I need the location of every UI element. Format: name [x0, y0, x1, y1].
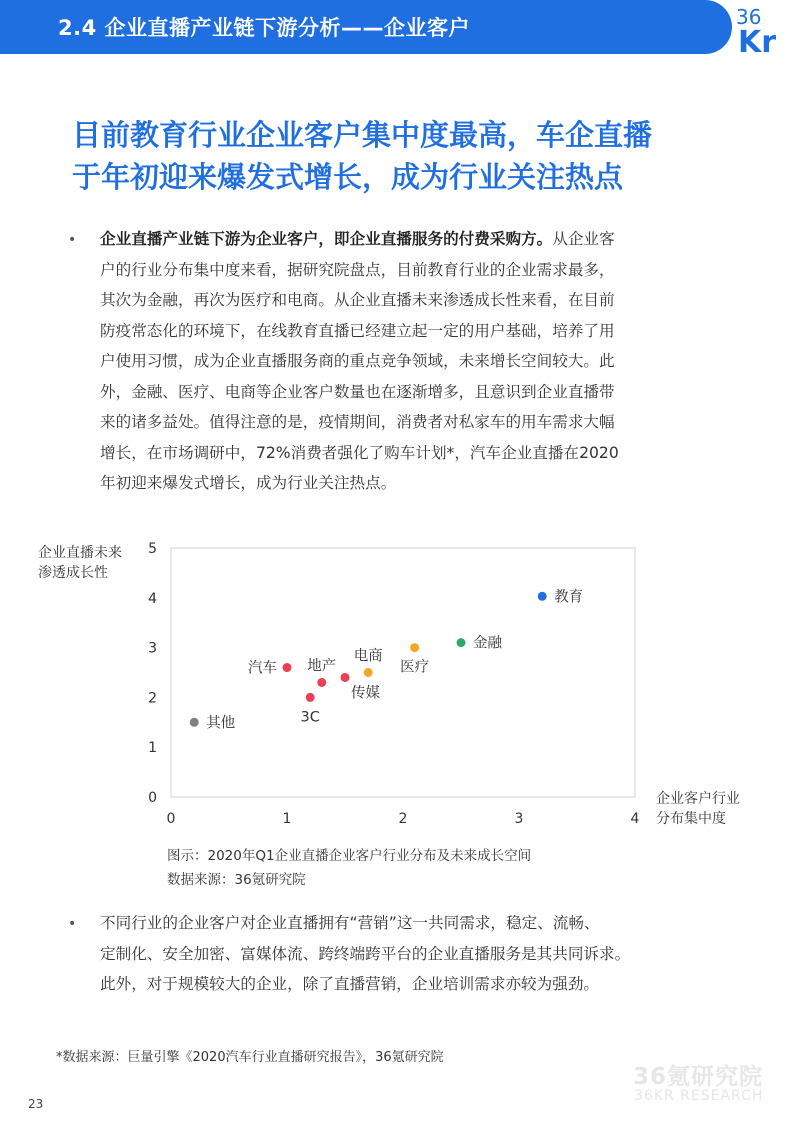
paragraph-1-line-7: 增长，在市场调研中，72%消费者强化了购车计划*，汽车企业直播在2020: [100, 443, 619, 462]
chart-caption: 图示：2020年Q1企业直播企业客户行业分布及未来成长空间: [167, 848, 532, 864]
paragraph-1: [100, 224, 740, 499]
paragraph-2-line-1: 定制化、安全加密、富媒体流、跨终端跨平台的企业直播服务是其共同诉求。: [100, 944, 631, 963]
data-point-label: 3C: [300, 709, 320, 726]
data-point: [364, 668, 373, 677]
data-points: [190, 587, 584, 731]
page-title-line-1: 目前教育行业企业客户集中度最高，车企直播: [72, 118, 653, 152]
paragraph-1-line-3: 防疫常态化的环境下，在线教育直播已经建立起一定的用户基础，培养了用: [100, 321, 615, 340]
x-axis-label-line-1: 企业客户行业: [656, 791, 740, 807]
x-tick-label: 1: [282, 811, 292, 827]
x-axis-ticks: [167, 811, 640, 827]
logo-text-top: 36: [736, 5, 762, 29]
paragraph-1-bold: 企业直播产业链下游为企业客户，即企业直播服务的付费采购方。: [100, 230, 553, 248]
data-point-label: 其他: [206, 715, 236, 732]
data-point: [410, 643, 419, 652]
x-tick-label: 4: [630, 811, 640, 827]
x-tick-label: 0: [166, 811, 176, 827]
y-tick-label: 1: [148, 740, 157, 757]
x-tick-label: 3: [514, 811, 524, 827]
footnote: *数据来源：巨量引擎《2020汽车行业直播研究报告》，36氪研究院: [56, 1050, 444, 1065]
data-point: [283, 663, 292, 672]
paragraph-1-line-1: 户的行业分布集中度来看，据研究院盘点，目前教育行业的企业需求最多，: [100, 260, 615, 279]
data-point-label: 医疗: [400, 659, 430, 676]
paragraph-2-line-2: 此外，对于规模较大的企业，除了直播营销，企业培训需求亦较为强劲。: [100, 975, 600, 993]
36kr-logo: [736, 0, 794, 54]
y-axis-label-line-1: 企业直播未来: [38, 545, 122, 561]
paragraph-1-line-6: 来的诸多益处。值得注意的是，疫情期间，消费者对私家车的用车需求大幅: [100, 413, 615, 431]
paragraph-1-line: [100, 224, 740, 255]
data-point-label: 教育: [554, 589, 584, 606]
watermark-cn: 36氪研究院: [633, 1064, 764, 1090]
paragraph-1-line-0: 从企业客: [552, 230, 615, 248]
y-tick-label: 4: [148, 590, 157, 607]
section-title: 2.4 企业直播产业链下游分析——企业客户: [58, 16, 471, 40]
data-point: [538, 592, 547, 601]
data-point-label: 地产: [307, 658, 337, 675]
paragraph-2-line-0: 不同行业的企业客户对企业直播拥有“营销”这一共同需求，稳定、流畅、: [100, 914, 600, 932]
y-tick-label: 5: [148, 541, 157, 557]
header-bar: [0, 0, 732, 54]
page-number: 23: [28, 1097, 44, 1111]
data-point: [341, 673, 350, 682]
bullet-marker-2: •: [68, 916, 77, 932]
x-axis-label-line-2: 分布集中度: [656, 811, 726, 827]
data-point-label: 金融: [473, 635, 502, 652]
data-point: [457, 638, 466, 647]
bullet-marker-1: •: [68, 232, 77, 248]
paragraph-1-line-5: 外，金融、医疗、电商等企业客户数量也在逐渐增多，且意识到企业直播带: [100, 382, 615, 401]
page-title: [72, 114, 752, 198]
paragraph-1-line-8: 年初迎来爆发式增长，成为行业关注热点。: [100, 474, 397, 492]
watermark-en: 36KR RESEARCH: [634, 1088, 764, 1104]
logo-text-bottom: Kr: [738, 25, 777, 54]
paragraph-2: [100, 908, 740, 1000]
data-point-label: 传媒: [351, 685, 380, 702]
x-tick-label: 2: [398, 811, 408, 827]
data-point: [317, 678, 326, 687]
data-point: [190, 718, 199, 727]
y-tick-label: 3: [148, 640, 157, 657]
data-point-label: 电商: [353, 648, 383, 665]
page-title-line-2: 于年初迎来爆发式增长，成为行业关注热点: [72, 160, 624, 194]
y-axis-ticks: [148, 541, 157, 806]
y-axis-label-line-2: 渗透成长性: [38, 565, 108, 581]
paragraph-1-line-4: 户使用习惯，成为企业直播服务商的重点竞争领域，未来增长空间较大。此: [100, 352, 615, 370]
y-tick-label: 0: [148, 790, 157, 806]
data-point-label: 汽车: [248, 660, 277, 677]
y-tick-label: 2: [148, 690, 157, 707]
paragraph-1-line-2: 其次为金融，再次为医疗和电商。从企业直播未来渗透成长性来看，在目前: [100, 291, 615, 309]
chart-source: 数据来源：36氪研究院: [167, 872, 306, 888]
data-point: [306, 693, 315, 702]
